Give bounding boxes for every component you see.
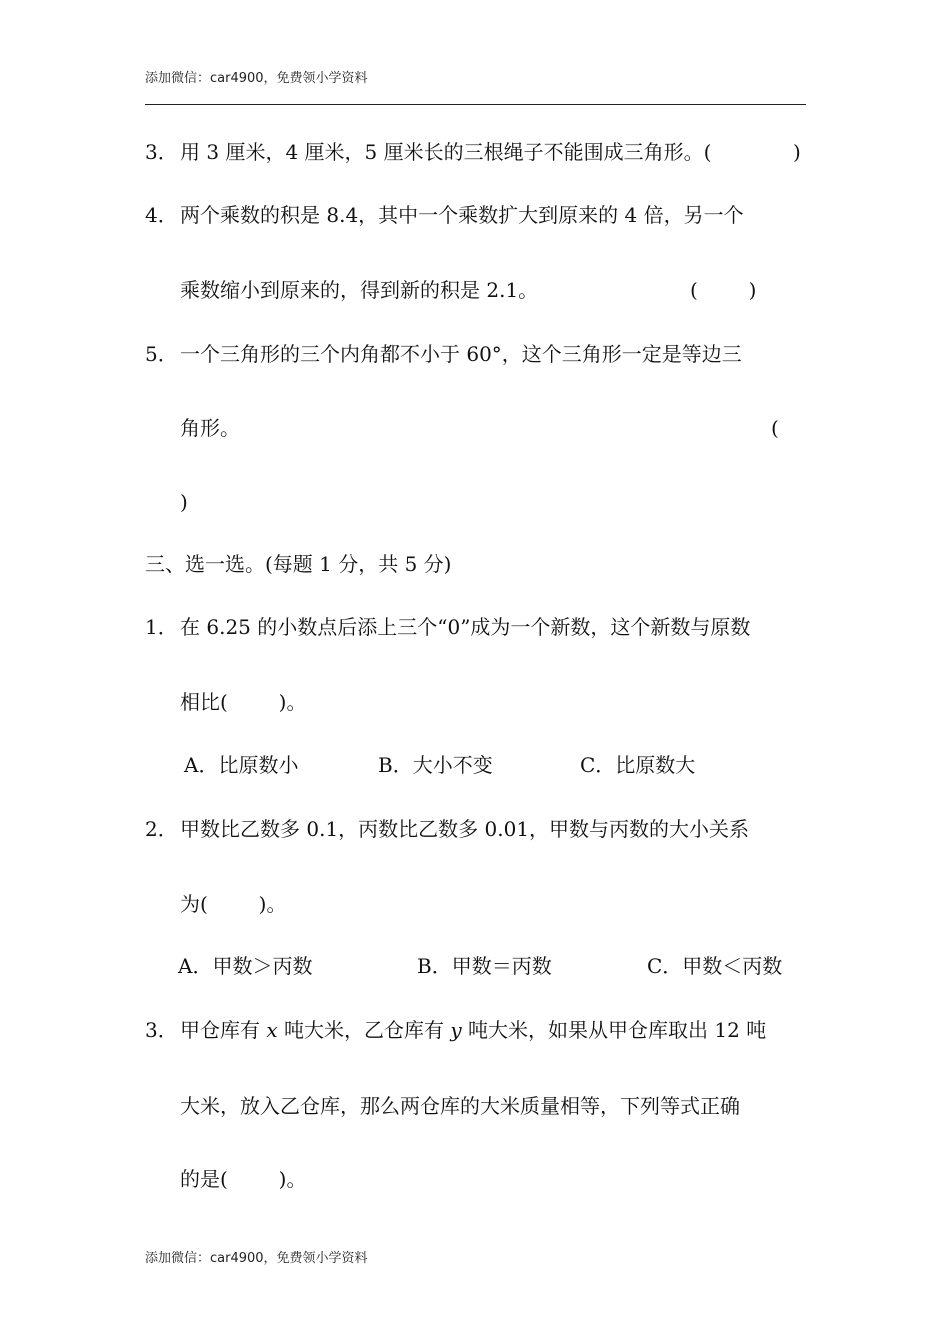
question-text-continued: 角形。 (180, 416, 240, 440)
section-title: 三、选一选。(每题 1 分，共 5 分) (145, 552, 452, 576)
question-text-continued: 大米，放入乙仓库，那么两仓库的大米质量相等，下列等式正确 (180, 1094, 740, 1118)
option-b: B．甲数＝丙数 (417, 954, 552, 978)
question-text: 一个三角形的三个内角都不小于 60°，这个三角形一定是等边三 (180, 342, 742, 366)
question-text-continued: 为( )。 (180, 892, 287, 916)
answer-paren-open: ( (771, 416, 779, 440)
question-number: 3． (145, 1018, 178, 1042)
question-text-continued: 相比( )。 (180, 690, 307, 714)
option-a: A．甲数＞丙数 (178, 954, 313, 978)
answer-paren-close: ) (793, 140, 801, 164)
question-text: 两个乘数的积是 8.4，其中一个乘数扩大到原来的 4 倍，另一个 (180, 203, 744, 227)
answer-paren: ( ) (690, 278, 757, 302)
question-number: 3． (145, 140, 178, 164)
option-a: A．比原数小 (184, 753, 299, 777)
option-b: B．大小不变 (378, 753, 493, 777)
question-text: 甲仓库有 x 吨大米，乙仓库有 y 吨大米，如果从甲仓库取出 12 吨 (180, 1018, 767, 1042)
question-text: 用 3 厘米，4 厘米，5 厘米长的三根绳子不能围成三角形。( (180, 140, 712, 164)
page-footer: 添加微信：car4900，免费领小学资料 (145, 1251, 368, 1266)
variable-x: x (266, 1018, 278, 1042)
option-c: C．比原数大 (580, 753, 696, 777)
variable-y: y (450, 1018, 462, 1042)
page-header: 添加微信：car4900，免费领小学资料 (145, 71, 368, 86)
question-text: 在 6.25 的小数点后添上三个“0”成为一个新数，这个新数与原数 (180, 615, 751, 639)
header-divider (145, 104, 806, 105)
question-text-continued: 的是( )。 (180, 1167, 307, 1191)
question-number: 4． (145, 203, 178, 227)
question-number: 5． (145, 342, 178, 366)
question-number: 1． (145, 615, 178, 639)
question-text-continued: 乘数缩小到原来的，得到新的积是 2.1。 (180, 278, 539, 302)
question-text: 甲数比乙数多 0.1，丙数比乙数多 0.01，甲数与丙数的大小关系 (180, 817, 750, 841)
answer-paren-close: ) (180, 490, 188, 514)
option-c: C．甲数＜丙数 (647, 954, 783, 978)
question-number: 2． (145, 817, 178, 841)
